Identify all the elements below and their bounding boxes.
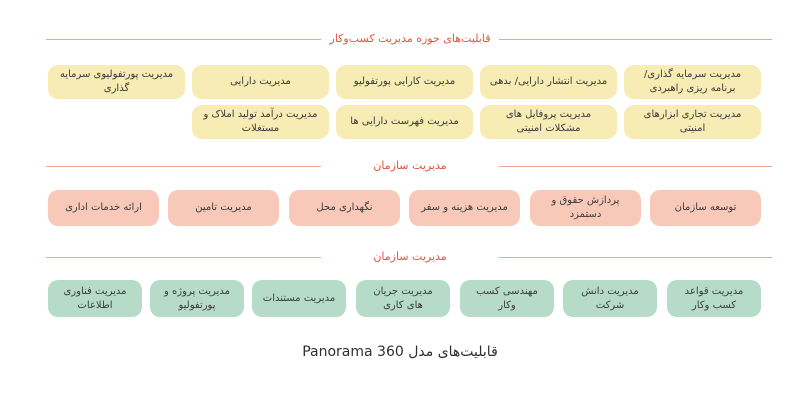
divider-line [499,39,772,40]
divider-line [499,257,772,258]
section-header-organization [46,156,772,176]
capability-box: مدیریت تجاری ابزارهای امنیتی [624,105,761,139]
capability-box: نگهداری محل [289,190,400,226]
capability-box: پردازش حقوق و دستمزد [530,190,641,226]
capability-box: مدیریت پورتفولیوی سرمایه گذاری [48,65,185,99]
capability-box: مدیریت کارایی پورتفولیو [336,65,473,99]
section-header-organization-2 [46,247,772,267]
capability-box: مدیریت انتشار دارایی/ بدهی [480,65,617,99]
figure-caption: قابلیت‌های مدل Panorama 360 [302,344,498,360]
capability-box: مدیریت دانش شرکت [563,280,657,317]
capability-box: مهندسی کسب وکار [460,280,554,317]
section-title: قابلیت‌های حوزه مدیریت کسب‌وکار [329,32,491,45]
capability-box: مدیریت سرمایه گذاری/ برنامه ریزی راهبردی [624,65,761,99]
divider-line [46,166,321,167]
capability-box: ارائه خدمات اداری [48,190,159,226]
capability-box: مدیریت قواعد کسب وکار [667,280,761,317]
capability-box: مدیریت فناوری اطلاعات [48,280,142,317]
capability-box: مدیریت فهرست دارایی ها [336,105,473,139]
capability-box: مدیریت پروفایل های مشکلات امنیتی [480,105,617,139]
divider-line [46,257,321,258]
capability-box: مدیریت تامین [168,190,279,226]
capability-box: مدیریت مستندات [252,280,346,317]
capability-box: توسعه سازمان [650,190,761,226]
section-title: مدیریت سازمان [373,250,447,263]
capability-box: مدیریت دارایی [192,65,329,99]
capability-box: مدیریت جریان های کاری [356,280,450,317]
divider-line [46,39,321,40]
capability-box: مدیریت هزینه و سفر [409,190,520,226]
capability-box: مدیریت پروژه و پورتفولیو [150,280,244,317]
section-header-business [46,29,772,49]
capability-box: مدیریت درآمد تولید املاک و مستغلات [192,105,329,139]
divider-line [499,166,772,167]
section-title: مدیریت سازمان [373,159,447,172]
